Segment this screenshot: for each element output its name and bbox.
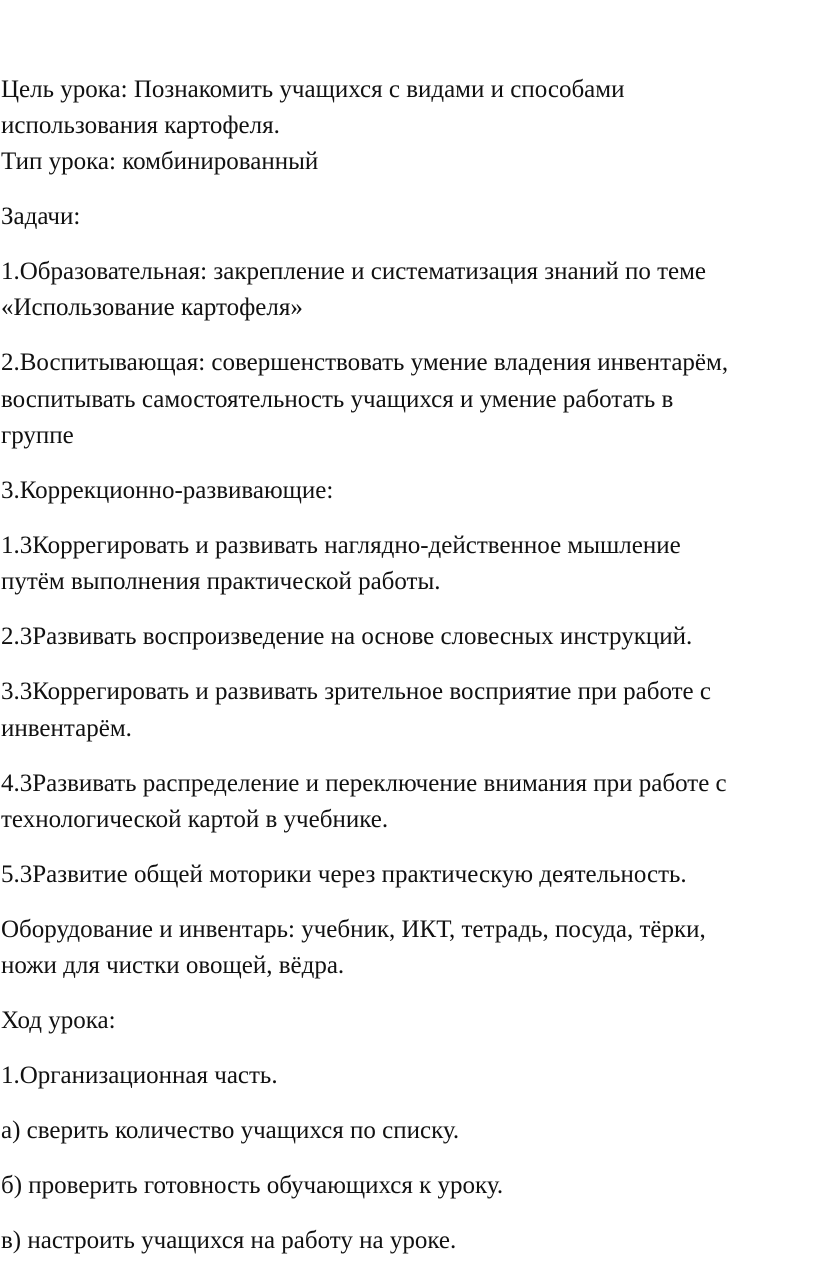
- task-3-heading: 3.Коррекционно-развивающие:: [1, 477, 334, 504]
- subtask-2-line: 2.3Развивать воспроизведение на основе словесных инструкций.: [1, 623, 693, 650]
- subtask-1-line-2: путём выполнения практической работы.: [1, 568, 441, 595]
- step-b: б) проверить готовность обучающихся к уроку.: [1, 1172, 504, 1199]
- equipment-line-2: ножи для чистки овощей, вёдра.: [1, 952, 345, 979]
- lesson-progress-heading: Ход урока:: [1, 1007, 116, 1034]
- organizational-part: 1.Организационная часть.: [1, 1062, 278, 1089]
- task-1-line-1: 1.Образовательная: закрепление и систематизация знаний по теме: [1, 258, 707, 285]
- subtask-4-line-2: технологической картой в учебнике.: [1, 806, 389, 833]
- task-2-line-2: воспитывать самостоятельность учащихся и умение работать в: [1, 386, 674, 413]
- step-c: в) настроить учащихся на работу на уроке.: [1, 1227, 457, 1254]
- subtask-4-line-1: 4.3Развивать распределение и переключение внимания при работе с: [1, 770, 727, 797]
- subtask-3-line-1: 3.3Коррегировать и развивать зрительное восприятие при работе с: [1, 678, 711, 705]
- subtask-5-line: 5.3Развитие общей моторики через практическую деятельность.: [1, 861, 687, 888]
- subtask-1-line-1: 1.3Коррегировать и развивать наглядно-действенное мышление: [1, 532, 681, 559]
- lesson-type-line: Тип урока: комбинированный: [1, 148, 319, 175]
- equipment-line-1: Оборудование и инвентарь: учебник, ИКТ, тетрадь, посуда, тёрки,: [1, 916, 706, 943]
- tasks-heading: Задачи:: [1, 203, 81, 230]
- step-a: а) сверить количество учащихся по списку.: [1, 1117, 460, 1144]
- subtask-3-line-2: инвентарём.: [1, 715, 132, 742]
- lesson-goal-line-2: использования картофеля.: [1, 112, 280, 139]
- lesson-goal-line-1: Цель урока: Познакомить учащихся с видами и способами: [1, 76, 625, 103]
- task-2-line-1: 2.Воспитывающая: совершенствовать умение владения инвентарём,: [1, 349, 729, 376]
- task-1-line-2: «Использование картофеля»: [1, 294, 303, 321]
- task-2-line-3: группе: [1, 422, 74, 449]
